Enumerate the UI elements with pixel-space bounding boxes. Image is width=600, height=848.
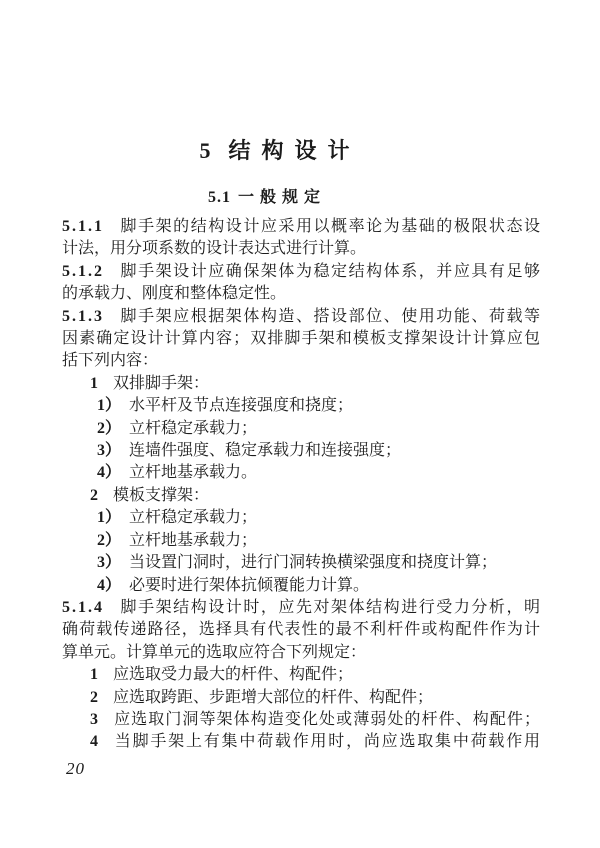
text-line — [62, 619, 540, 641]
line-text: 括下列内容： — [62, 352, 159, 370]
sublist-item-line — [62, 440, 540, 462]
line-text: 连墙件强度、稳定承载力和连接强度； — [129, 442, 402, 460]
sublist-item-line — [62, 395, 540, 417]
subitem-number: 1） — [97, 509, 122, 527]
subitem-number: 4） — [97, 464, 122, 482]
subitem-number: 2） — [97, 531, 122, 549]
item-number: 4 — [90, 733, 98, 751]
sublist-item-line — [62, 552, 540, 574]
line-text: 应选取跨距、步距增大部位的杆件、构配件； — [113, 688, 434, 706]
chapter-number: 5 — [199, 138, 213, 163]
line-text: 模板支撑架： — [113, 486, 210, 504]
clause-line — [62, 261, 540, 283]
item-number: 2 — [90, 688, 98, 706]
line-text: 脚手架结构设计时，应先对架体结构进行受力分析，明 — [119, 598, 540, 616]
line-text: 双排脚手架： — [113, 374, 210, 392]
subitem-number: 1） — [97, 397, 122, 415]
line-text: 立杆地基承载力。 — [129, 464, 258, 482]
clause-number: 5.1.2 — [62, 262, 104, 280]
clause-number: 5.1.4 — [62, 598, 104, 616]
line-text: 确荷载传递路径，选择具有代表性的最不利杆件或构配件作为计 — [62, 621, 540, 639]
section-heading — [0, 188, 567, 207]
item-number: 1 — [90, 666, 98, 684]
text-line — [62, 238, 540, 260]
sublist-item-line — [62, 507, 540, 529]
sublist-item-line — [62, 575, 540, 597]
list-item-line — [62, 664, 540, 686]
list-item-line — [62, 485, 540, 507]
item-number: 1 — [90, 374, 98, 392]
text-line — [62, 283, 540, 305]
line-text: 的承载力、刚度和整体稳定性。 — [62, 285, 287, 303]
list-item-line — [62, 373, 540, 395]
clause-number: 5.1.1 — [62, 218, 104, 235]
line-text: 算单元。计算单元的选取应符合下列规定： — [62, 643, 367, 661]
body-text — [62, 216, 540, 754]
list-item-line — [62, 731, 540, 753]
text-line — [62, 328, 540, 350]
chapter-title — [0, 138, 580, 164]
item-number: 2 — [90, 486, 98, 504]
list-item-line — [62, 687, 540, 709]
line-text: 脚手架的结构设计应采用以概率论为基础的极限状态设 — [119, 218, 540, 235]
line-text: 水平杆及节点连接强度和挠度； — [129, 397, 354, 415]
sublist-item-line — [62, 418, 540, 440]
line-text: 当设置门洞时，进行门洞转换横梁强度和挠度计算； — [129, 554, 498, 572]
line-text: 应选取门洞等架体构造变化处或薄弱处的杆件、构配件； — [113, 710, 540, 728]
chapter-title-text: 结构设计 — [228, 138, 361, 163]
line-text: 必要时进行架体抗倾覆能力计算。 — [129, 576, 370, 594]
subitem-number: 2） — [97, 419, 122, 437]
clause-line — [62, 306, 540, 328]
line-text: 当脚手架上有集中荷载作用时，尚应选取集中荷载作用 — [113, 733, 540, 751]
line-text: 因素确定设计计算内容；双排脚手架和模板支撑架设计计算应包 — [62, 330, 540, 348]
list-item-line — [62, 709, 540, 731]
sublist-item-line — [62, 462, 540, 484]
subitem-number: 4） — [97, 576, 122, 594]
clause-number: 5.1.3 — [62, 307, 104, 325]
line-text: 立杆稳定承载力； — [129, 419, 258, 437]
line-text: 应选取受力最大的杆件、构配件； — [113, 666, 354, 684]
section-number: 5.1 — [207, 189, 231, 206]
line-text: 立杆稳定承载力； — [129, 509, 258, 527]
line-text: 立杆地基承载力； — [129, 531, 258, 549]
clause-line — [62, 216, 540, 238]
text-line — [62, 642, 540, 664]
page-number: 20 — [66, 759, 85, 778]
section-title-text: 一般规定 — [237, 189, 326, 206]
subitem-number: 3） — [97, 554, 122, 572]
line-text: 计法，用分项系数的设计表达式进行计算。 — [62, 240, 367, 258]
sublist-item-line — [62, 530, 540, 552]
clause-line — [62, 597, 540, 619]
text-line — [62, 350, 540, 372]
item-number: 3 — [90, 710, 98, 728]
line-text: 脚手架应根据架体构造、搭设部位、使用功能、荷载等 — [119, 307, 540, 325]
line-text: 脚手架设计应确保架体为稳定结构体系，并应具有足够 — [119, 262, 540, 280]
subitem-number: 3） — [97, 442, 122, 460]
